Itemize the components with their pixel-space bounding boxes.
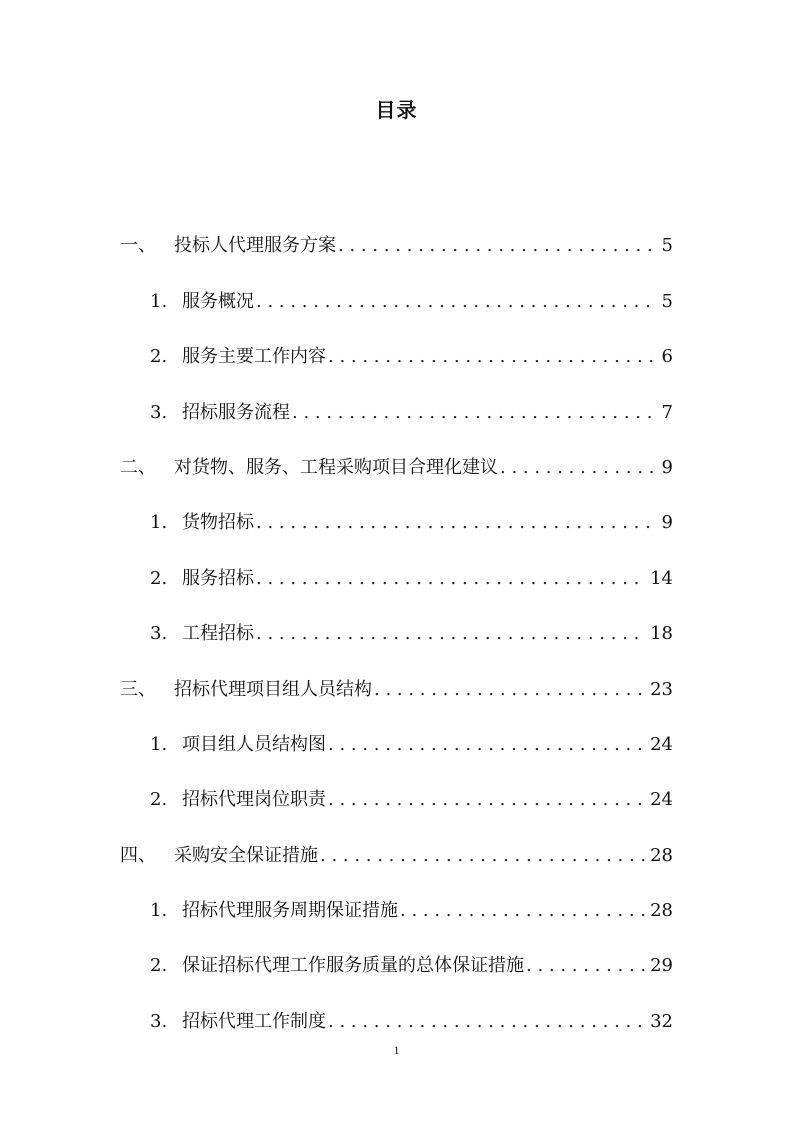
toc-entry[interactable] bbox=[120, 483, 673, 538]
toc-number: 3. bbox=[150, 1010, 168, 1032]
toc-title: 目录 bbox=[375, 98, 418, 122]
footer-page-number: 1 bbox=[393, 1043, 400, 1057]
toc-number: 2. bbox=[150, 567, 168, 589]
toc-leader-dots bbox=[526, 951, 646, 981]
toc-page-number: 5 bbox=[661, 290, 673, 312]
toc-entry[interactable] bbox=[120, 538, 673, 593]
toc-page-number: 29 bbox=[650, 955, 673, 977]
toc-page-number: 28 bbox=[650, 844, 673, 866]
toc-number: 1. bbox=[150, 733, 168, 755]
toc-leader-dots bbox=[256, 619, 646, 649]
toc-leader-dots bbox=[292, 398, 657, 428]
toc-label: 服务主要工作内容 bbox=[182, 346, 326, 368]
toc-number: 一、 bbox=[120, 235, 156, 257]
toc-label: 招标代理服务周期保证措施 bbox=[182, 900, 398, 922]
toc-leader-dots bbox=[320, 841, 646, 871]
toc-page-number: 24 bbox=[650, 789, 673, 811]
toc-label: 采购安全保证措施 bbox=[174, 844, 318, 866]
toc-entry[interactable] bbox=[120, 317, 673, 372]
toc-number: 2. bbox=[150, 955, 168, 977]
toc-leader-dots bbox=[256, 287, 657, 317]
toc-label: 工程招标 bbox=[182, 623, 254, 645]
toc-entry[interactable] bbox=[120, 871, 673, 926]
toc-number: 1. bbox=[150, 900, 168, 922]
toc-leader-dots bbox=[374, 675, 646, 705]
toc-leader-dots bbox=[500, 453, 657, 483]
toc-entry[interactable] bbox=[120, 206, 673, 261]
toc-page-number: 7 bbox=[661, 401, 673, 423]
toc-number: 3. bbox=[150, 623, 168, 645]
toc-leader-dots bbox=[400, 896, 646, 926]
toc-number: 2. bbox=[150, 346, 168, 368]
toc-leader-dots bbox=[256, 508, 657, 538]
toc-page-number: 9 bbox=[661, 512, 673, 534]
toc-entry[interactable] bbox=[120, 594, 673, 649]
toc-page-number: 9 bbox=[661, 456, 673, 478]
toc-entry[interactable] bbox=[120, 815, 673, 870]
toc-number: 1. bbox=[150, 512, 168, 534]
toc-entry[interactable] bbox=[120, 372, 673, 427]
toc-label: 招标服务流程 bbox=[182, 401, 290, 423]
toc-number: 1. bbox=[150, 290, 168, 312]
toc-leader-dots bbox=[328, 785, 646, 815]
toc-page-number: 32 bbox=[650, 1010, 673, 1032]
toc-page-number: 24 bbox=[650, 733, 673, 755]
toc-page-number: 18 bbox=[650, 623, 673, 645]
toc-entry[interactable] bbox=[120, 649, 673, 704]
toc-number: 二、 bbox=[120, 456, 156, 478]
toc-entry[interactable] bbox=[120, 261, 673, 316]
toc-page-number: 23 bbox=[650, 678, 673, 700]
toc-number: 2. bbox=[150, 789, 168, 811]
toc-page-number: 28 bbox=[650, 900, 673, 922]
toc-label: 保证招标代理工作服务质量的总体保证措施 bbox=[182, 955, 524, 977]
toc-label: 招标代理岗位职责 bbox=[182, 789, 326, 811]
toc-leader-dots bbox=[328, 342, 657, 372]
toc-number: 四、 bbox=[120, 844, 156, 866]
toc-number: 3. bbox=[150, 401, 168, 423]
toc-label: 项目组人员结构图 bbox=[182, 733, 326, 755]
table-of-contents bbox=[120, 206, 673, 1037]
toc-entry[interactable] bbox=[120, 981, 673, 1036]
toc-leader-dots bbox=[328, 730, 646, 760]
toc-label: 对货物、服务、工程采购项目合理化建议 bbox=[174, 456, 498, 478]
toc-entry[interactable] bbox=[120, 926, 673, 981]
toc-label: 投标人代理服务方案 bbox=[174, 235, 336, 257]
toc-label: 招标代理工作制度 bbox=[182, 1010, 326, 1032]
toc-number: 三、 bbox=[120, 678, 156, 700]
toc-label: 服务概况 bbox=[182, 290, 254, 312]
toc-leader-dots bbox=[256, 564, 646, 594]
toc-label: 服务招标 bbox=[182, 567, 254, 589]
toc-leader-dots bbox=[338, 231, 657, 261]
toc-leader-dots bbox=[328, 1007, 646, 1037]
toc-label: 招标代理项目组人员结构 bbox=[174, 678, 372, 700]
toc-entry[interactable] bbox=[120, 760, 673, 815]
toc-entry[interactable] bbox=[120, 705, 673, 760]
toc-page-number: 14 bbox=[650, 567, 673, 589]
toc-entry[interactable] bbox=[120, 428, 673, 483]
toc-page-number: 5 bbox=[661, 235, 673, 257]
toc-label: 货物招标 bbox=[182, 512, 254, 534]
toc-page-number: 6 bbox=[661, 346, 673, 368]
